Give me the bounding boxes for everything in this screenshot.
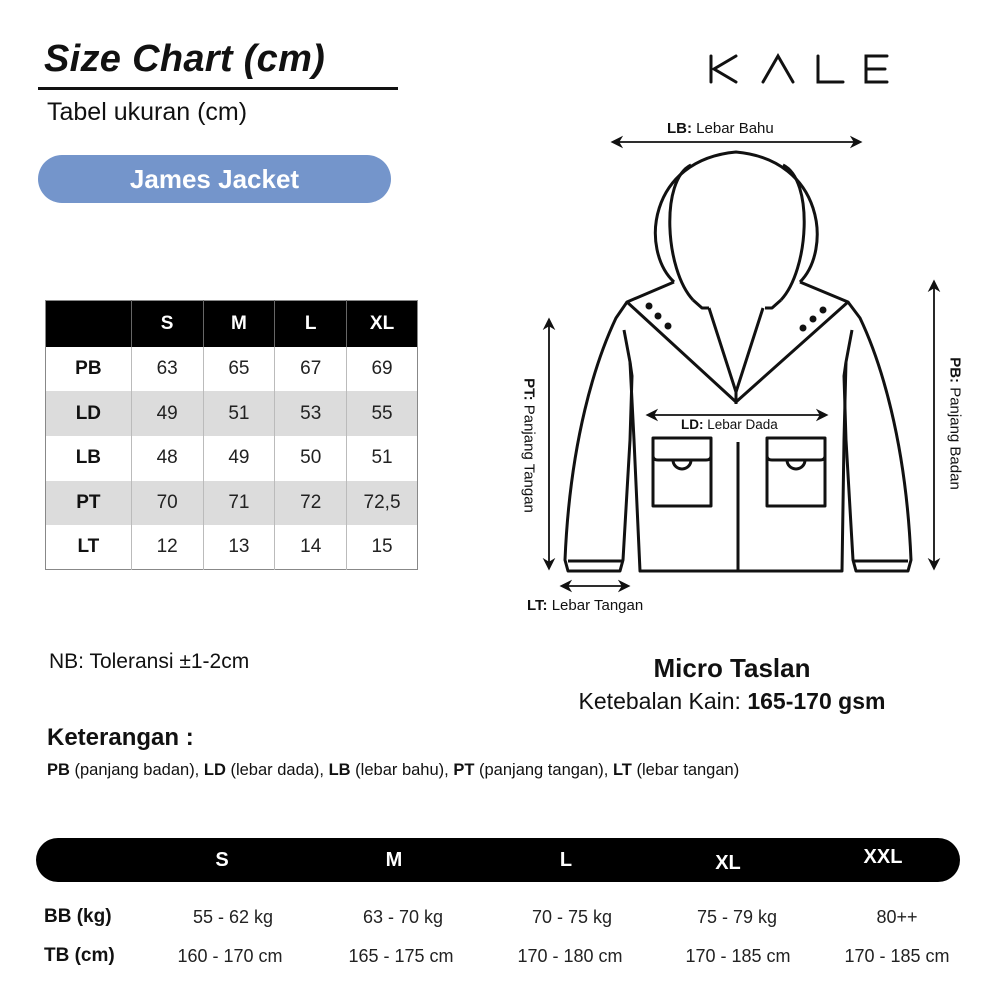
tolerance-note: NB: Toleransi ±1-2cm — [49, 650, 250, 673]
cell-value: 14 — [275, 525, 347, 570]
collar-studs — [646, 303, 827, 332]
cell-value: 71 — [203, 481, 275, 526]
logo-letter-a — [763, 56, 793, 82]
row-label: LD — [46, 391, 132, 436]
fabric-name: Micro Taslan — [653, 653, 811, 683]
legend-text: PB (panjang badan), LD (lebar dada), LB (lebar bahu), PT (panjang tangan), LT (lebar tangan) — [47, 761, 740, 779]
cell-value: 51 — [203, 391, 275, 436]
cell-value: 69 — [371, 357, 393, 379]
fit-value: 55 - 62 kg — [192, 907, 274, 927]
page-title: Size Chart (cm) — [44, 38, 326, 80]
table-row — [46, 391, 418, 436]
logo-letter-e — [866, 56, 887, 82]
body-outline-left — [565, 302, 632, 571]
cell-value: 67 — [275, 347, 347, 392]
fit-value: 170 - 185 cm — [685, 946, 791, 966]
fit-row-label: TB (cm) — [44, 945, 115, 966]
cell-value: 48 — [131, 436, 203, 481]
table-row — [46, 347, 418, 392]
fit-size-header: XL — [715, 852, 741, 874]
fit-row-weight — [0, 902, 1001, 932]
cell-value: 13 — [203, 525, 275, 570]
cell-value: 12 — [131, 525, 203, 570]
fit-value: 170 - 185 cm — [844, 946, 950, 966]
cell-value: 72,5 — [347, 481, 418, 526]
fit-size-header: M — [385, 849, 403, 871]
cell-value: 49 — [131, 391, 203, 436]
fit-size-header: S — [215, 849, 229, 871]
size-column-header: L — [275, 301, 347, 347]
size-column-header: M — [203, 301, 275, 347]
fabric-weight: Ketebalan Kain: 165-170 gsm — [578, 688, 886, 714]
body-outline-right — [844, 302, 911, 571]
fit-row-label: BB (kg) — [44, 906, 112, 927]
fit-size-header: L — [559, 849, 573, 871]
lt-label: LT: Lebar Tangan — [527, 597, 644, 614]
row-label: PB — [46, 347, 132, 392]
pocket-right — [767, 438, 825, 506]
fit-value: 70 - 75 kg — [531, 907, 613, 927]
row-label: PT — [46, 481, 132, 526]
size-table — [45, 300, 418, 570]
cell-value: 65 — [203, 347, 275, 392]
cell-value: 70 — [131, 481, 203, 526]
product-name-badge: James Jacket — [38, 155, 391, 203]
cell-value: 55 — [347, 391, 418, 436]
brand-logo — [700, 48, 900, 88]
cell-value: 53 — [275, 391, 347, 436]
row-label: LB — [46, 436, 132, 481]
lb-label: LB: Lebar Bahu — [667, 120, 774, 137]
fit-size-header: XXL — [863, 846, 903, 868]
size-column-header: S — [131, 301, 203, 347]
fit-value: 63 - 70 kg — [362, 907, 444, 927]
jacket-diagram — [520, 110, 980, 630]
size-table-header-row — [46, 301, 418, 347]
title-underline — [38, 87, 398, 90]
cell-value: 49 — [203, 436, 275, 481]
hood-inner — [670, 165, 804, 300]
logo-letter-k — [711, 56, 736, 82]
logo-letter-l — [818, 56, 843, 82]
fit-value: 165 - 175 cm — [348, 946, 454, 966]
fit-row-height — [0, 941, 1001, 971]
cell-value: 50 — [275, 436, 347, 481]
ld-label: LD: Lebar Dada — [681, 417, 778, 432]
fit-value: 170 - 180 cm — [517, 946, 623, 966]
cell-value: 63 — [131, 347, 203, 392]
table-row — [46, 481, 418, 526]
size-column-header: XL — [347, 301, 418, 347]
table-row — [46, 436, 418, 481]
legend-title: Keterangan : — [47, 724, 194, 751]
cell-value: 72 — [275, 481, 347, 526]
pt-label: PT: Panjang Tangan — [520, 378, 538, 513]
pocket-left — [653, 438, 711, 506]
pb-label: PB: Panjang Badan — [946, 357, 964, 490]
page-subtitle: Tabel ukuran (cm) — [47, 98, 248, 126]
size-table-corner — [46, 301, 132, 347]
fit-value: 75 - 79 kg — [696, 907, 778, 927]
cell-value: 51 — [371, 447, 393, 469]
fit-guide-header — [36, 838, 960, 882]
fit-value: 160 - 170 cm — [177, 946, 283, 966]
fit-value: 80++ — [876, 907, 918, 927]
row-label: LT — [46, 525, 132, 570]
table-row — [46, 525, 418, 570]
cell-value: 15 — [371, 536, 393, 558]
